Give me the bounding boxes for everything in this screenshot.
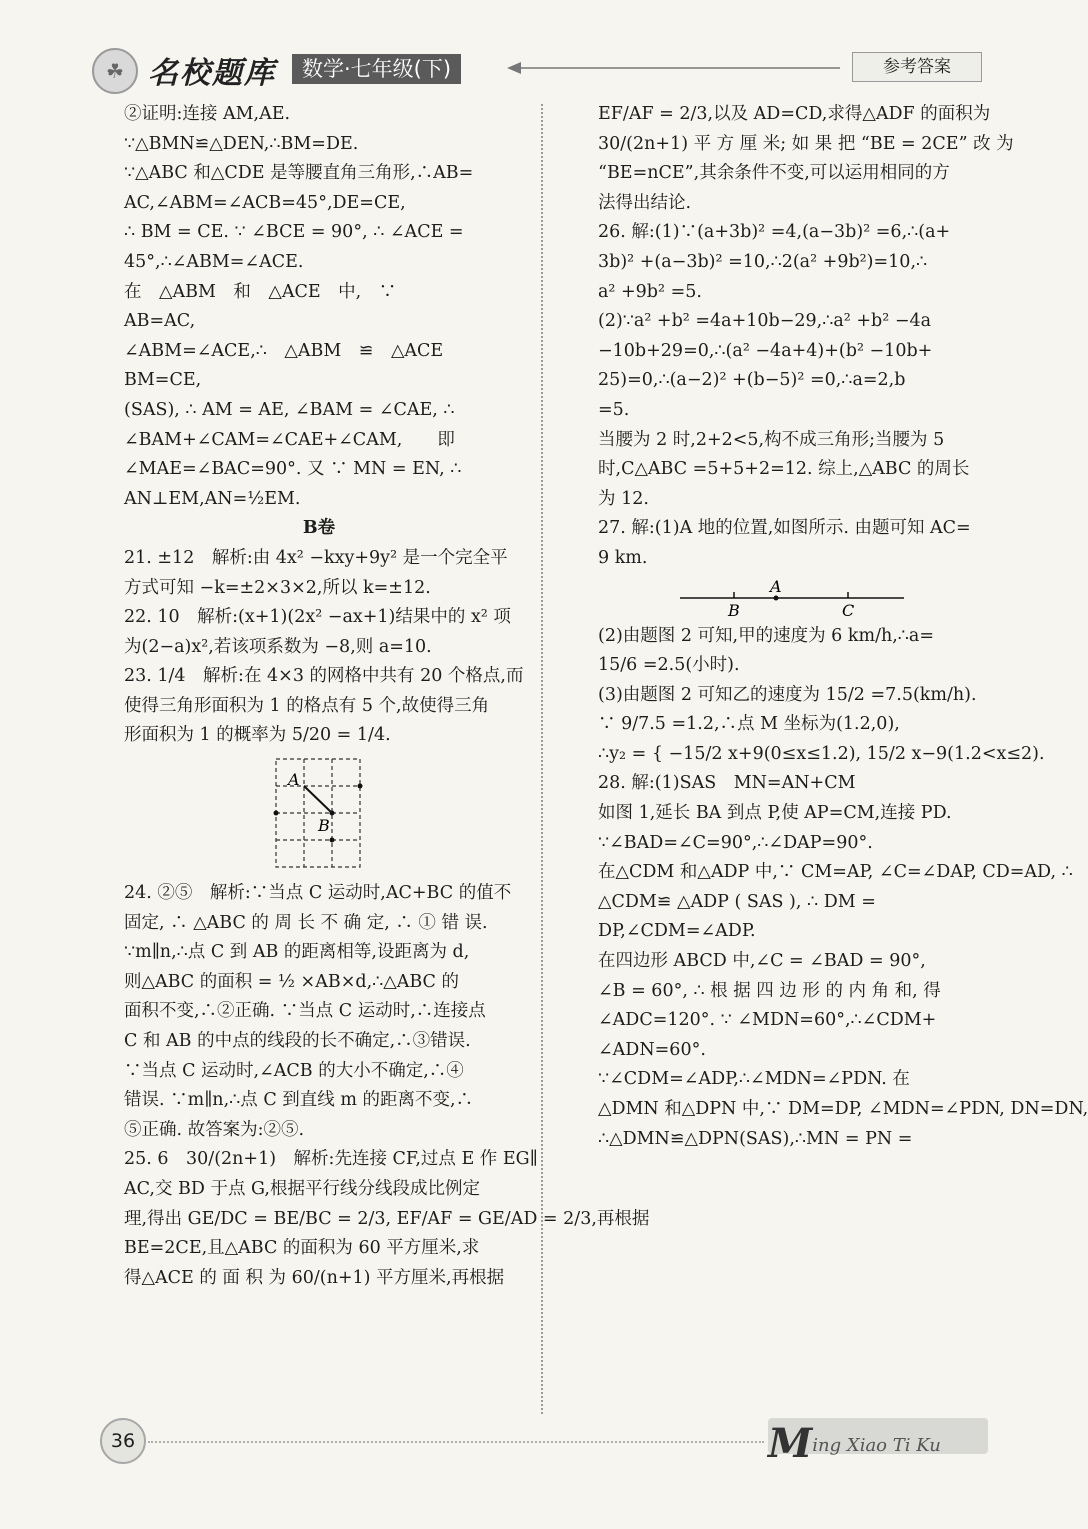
- text-line: ∵ 9/7.5 =1.2,∴点 M 坐标为(1.2,0),: [598, 714, 900, 735]
- text-line: 26. 解:(1)∵(a+3b)² =4,(a−3b)² =6,∴(a+: [598, 222, 951, 243]
- text-line: 则△ABC 的面积 = ½ ×AB×d,∴△ABC 的: [124, 971, 460, 992]
- text-line: 9 km.: [598, 547, 648, 568]
- school-logo-icon: ☘: [92, 48, 138, 94]
- text-line: (2)由题图 2 可知,甲的速度为 6 km/h,∴a=: [598, 625, 935, 646]
- subject-tag: 数学·七年级(下): [292, 54, 461, 84]
- text-line: △CDM≌ △ADP ( SAS ), ∴ DM =: [598, 891, 876, 912]
- page-number: 36: [100, 1418, 146, 1464]
- grid-label-b: B: [318, 816, 330, 836]
- text-line: BE=2CE,且△ABC 的面积为 60 平方厘米,求: [124, 1238, 480, 1259]
- footer-brand: [768, 1418, 988, 1467]
- grid-point: [330, 811, 335, 816]
- brand-title: 名校题库: [148, 56, 276, 91]
- text-line: “BE=nCE”,其余条件不变,可以运用相同的方: [598, 163, 950, 184]
- text-line: AC,交 BD 于点 G,根据平行线分线段成比例定: [124, 1179, 480, 1199]
- text-line: ∠ADN=60°.: [598, 1039, 706, 1060]
- text-line: 45°,∴∠ABM=∠ACE.: [124, 251, 304, 272]
- text-line: 15/6 =2.5(小时).: [598, 655, 740, 676]
- text-line: 在 △ABM 和 △ACE 中, ∵: [124, 281, 397, 302]
- grid-point: [274, 811, 279, 816]
- text-line: △DMN 和△DPN 中,∵ DM=DP, ∠MDN=∠PDN, DN=DN,: [598, 1099, 1088, 1119]
- text-line: 错误. ∵m∥n,∴点 C 到直线 m 的距离不变,∴: [124, 1090, 474, 1111]
- text-line: 使得三角形面积为 1 的格点有 5 个,故使得三角: [124, 695, 490, 716]
- text-line: AC,∠ABM=∠ACB=45°,DE=CE,: [124, 192, 406, 213]
- text-line: ∵△ABC 和△CDE 是等腰直角三角形,∴AB=: [124, 163, 474, 184]
- text-line: 为 12.: [598, 488, 649, 509]
- text-line: ∴△DMN≌△DPN(SAS),∴MN = PN =: [598, 1128, 913, 1149]
- text-line: ∵当点 C 运动时,∠ACB 的大小不确定,∴④: [124, 1060, 464, 1081]
- text-line: =5.: [598, 399, 630, 420]
- text-line: 在△CDM 和△ADP 中,∵ CM=AP, ∠C=∠DAP, CD=AD, ∴: [598, 862, 1073, 883]
- point-a: [774, 595, 779, 600]
- text-line: ∵m∥n,∴点 C 到 AB 的距离相等,设距离为 d,: [124, 942, 470, 963]
- text-line: 23. 1/4 解析:在 4×3 的网格中共有 20 个格点,而: [124, 666, 524, 687]
- footer-brand-m: M: [768, 1420, 813, 1467]
- text-line: ∴ BM = CE. ∵ ∠BCE = 90°, ∴ ∠ACE =: [124, 222, 464, 243]
- text-line: 形面积为 1 的概率为 5/20 = 1/4.: [124, 725, 391, 746]
- text-line: ∴y₂ = { −15/2 x+9(0≤x≤1.2), 15/2 x−9(1.2<x≤2).: [598, 743, 1045, 764]
- text-line: 3b)² +(a−3b)² =10,∴2(a² +9b²)=10,∴: [598, 251, 928, 272]
- text-line: 法得出结论.: [598, 192, 692, 213]
- text-line: ∵△BMN≌△DEN,∴BM=DE.: [124, 133, 359, 154]
- text-line: ∠MAE=∠BAC=90°. 又 ∵ MN = EN, ∴: [124, 459, 462, 480]
- right-column: [598, 100, 1088, 1154]
- text-line: 为(2−a)x²,若该项系数为 −8,则 a=10.: [124, 636, 432, 657]
- text-line: 当腰为 2 时,2+2<5,构不成三角形;当腰为 5: [598, 429, 945, 450]
- grid-figure: [124, 755, 514, 875]
- text-line: AN⊥EM,AN=½EM.: [124, 488, 301, 509]
- text-line: BM=CE,: [124, 370, 202, 391]
- line-label-c: C: [842, 600, 855, 620]
- text-line: AB=AC,: [124, 311, 196, 332]
- text-line: 27. 解:(1)A 地的位置,如图所示. 由题可知 AC=: [598, 518, 971, 539]
- text-line: 25. 6 30/(2n+1) 解析:先连接 CF,过点 E 作 EG∥: [124, 1149, 538, 1170]
- grid-label-a: A: [288, 770, 300, 790]
- text-line: C 和 AB 的中点的线段的长不确定,∴③错误.: [124, 1031, 471, 1052]
- grid-point: [358, 784, 363, 789]
- grid-point: [330, 838, 335, 843]
- text-line: ⑤正确. 故答案为:②⑤.: [124, 1119, 305, 1140]
- footer-divider: [148, 1441, 764, 1443]
- text-line: (3)由题图 2 可知乙的速度为 15/2 =7.5(km/h).: [598, 684, 977, 705]
- line-label-b: B: [728, 600, 740, 620]
- line-label-a: A: [770, 576, 782, 596]
- text-line: 得△ACE 的 面 积 为 60/(n+1) 平方厘米,再根据: [124, 1267, 505, 1288]
- text-line: ∠BAM+∠CAM=∠CAE+∠CAM, 即: [124, 429, 455, 450]
- section-title: B卷: [302, 518, 336, 539]
- text-line: 如图 1,延长 BA 到点 P,使 AP=CM,连接 PD.: [598, 803, 952, 824]
- text-line: 理,得出 GE/DC = BE/BC = 2/3, EF/AF = GE/AD = 2/3,再根据: [124, 1208, 650, 1229]
- text-line: ∠ADC=120°. ∵ ∠MDN=60°,∴∠CDM+: [598, 1010, 937, 1031]
- text-line: ②证明:连接 AM,AE.: [124, 104, 291, 124]
- number-line-figure: [598, 578, 986, 618]
- text-line: DP,∠CDM=∠ADP.: [598, 921, 756, 942]
- text-line: 30/(2n+1) 平 方 厘 米; 如 果 把 “BE = 2CE” 改 为: [598, 133, 1014, 154]
- text-line: ∠B = 60°, ∴ 根 据 四 边 形 的 内 角 和, 得: [598, 980, 941, 1001]
- footer-brand-text: ing Xiao Ti Ku: [812, 1435, 941, 1456]
- text-line: 时,C△ABC =5+5+2=12. 综上,△ABC 的周长: [598, 459, 970, 480]
- text-line: (2)∵a² +b² =4a+10b−29,∴a² +b² −4a: [598, 311, 932, 332]
- answer-tag: 参考答案: [852, 52, 982, 82]
- text-line: 在四边形 ABCD 中,∠C = ∠BAD = 90°,: [598, 951, 926, 972]
- arrow-line-icon: [505, 58, 845, 78]
- text-line: 固定, ∴ △ABC 的 周 长 不 确 定, ∴ ① 错 误.: [124, 912, 488, 933]
- page-header: [0, 0, 1024, 100]
- text-line: 21. ±12 解析:由 4x² −kxy+9y² 是一个完全平: [124, 547, 508, 568]
- text-line: (SAS), ∴ AM = AE, ∠BAM = ∠CAE, ∴: [124, 399, 455, 420]
- text-line: −10b+29=0,∴(a² −4a+4)+(b² −10b+: [598, 340, 933, 361]
- text-line: a² +9b² =5.: [598, 281, 702, 302]
- text-line: 方式可知 −k=±2×3×2,所以 k=±12.: [124, 577, 431, 598]
- text-line: 22. 10 解析:(x+1)(2x² −ax+1)结果中的 x² 项: [124, 607, 511, 628]
- text-line: 28. 解:(1)SAS MN=AN+CM: [598, 773, 856, 794]
- text-line: 25)=0,∴(a−2)² +(b−5)² =0,∴a=2,b: [598, 370, 906, 391]
- text-line: EF/AF = 2/3,以及 AD=CD,求得△ADF 的面积为: [598, 104, 991, 124]
- text-line: ∵∠BAD=∠C=90°,∴∠DAP=90°.: [598, 832, 873, 853]
- text-line: ∵∠CDM=∠ADP,∴∠MDN=∠PDN. 在: [598, 1069, 910, 1090]
- text-line: 面积不变,∴②正确. ∵当点 C 运动时,∴连接点: [124, 1001, 486, 1022]
- text-line: 24. ②⑤ 解析:∵当点 C 运动时,AC+BC 的值不: [124, 883, 512, 904]
- text-line: ∠ABM=∠ACE,∴ △ABM ≌ △ACE: [124, 340, 444, 361]
